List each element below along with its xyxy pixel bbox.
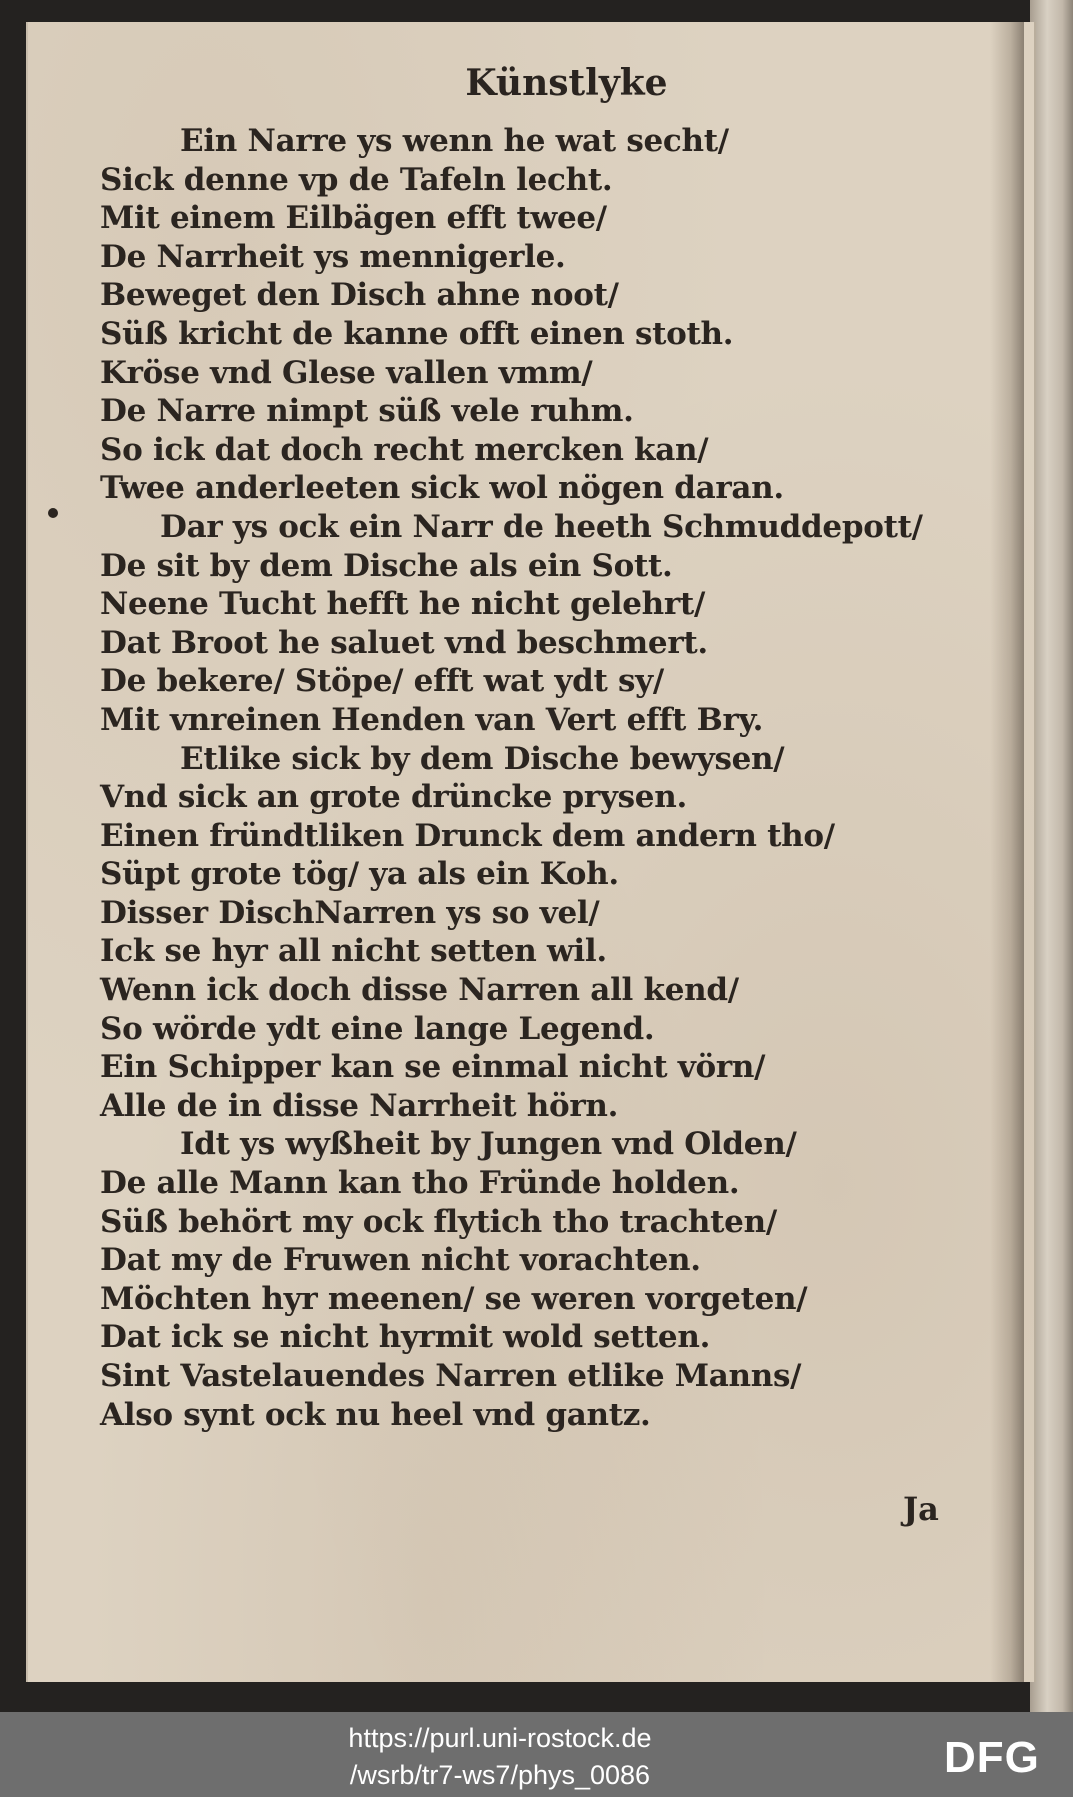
verse-line: Mit vnreinen Henden van Vert efft Bry.	[100, 701, 764, 738]
verse-line: Beweget den Disch ahne noot/	[100, 277, 619, 314]
verse-line: De alle Mann kan tho Fründe holden.	[100, 1165, 740, 1202]
verse-line: Mit einem Eilbägen efft twee/	[100, 200, 607, 237]
permalink-line-1: https://purl.uni-rostock.de	[348, 1723, 652, 1753]
verse-line: Süß kricht de kanne offt einen stoth.	[100, 315, 734, 352]
verse-line: Twee anderleeten sick wol nögen daran.	[100, 470, 784, 507]
verse-line: De sit by dem Dische als ein Sott.	[100, 547, 673, 584]
verse-line: Sint Vastelauendes Narren etlike Manns/	[100, 1358, 802, 1394]
verse-line: Ein Narre ys wenn he wat secht/	[180, 123, 729, 159]
permalink-line-2: /wsrb/tr7-ws7/phys_0086	[349, 1760, 651, 1790]
verse-line: Dat ick se nicht hyrmit wold setten.	[100, 1319, 711, 1356]
verse-line: Etlike sick by dem Dische bewysen/	[180, 740, 785, 777]
verse-line: Neene Tucht hefft he nicht gelehrt/	[100, 586, 705, 623]
verse-line: Einen fründtliken Drunck dem andern tho/	[100, 817, 835, 854]
verse-line: Wenn ick doch disse Narren all kend/	[100, 972, 739, 1009]
verse-line: Ick se hyr all nicht setten wil.	[100, 933, 607, 970]
dfg-logo: DFG	[944, 1733, 1040, 1782]
verse-line: Dar ys ock ein Narr de heeth Schmuddepott/	[160, 508, 923, 545]
verse-line: Süß behört my ock flytich tho trachten/	[100, 1203, 777, 1240]
verse-line: Idt ys wyßheit by Jungen vnd Olden/	[180, 1126, 797, 1163]
verse-line: Also synt ock nu heel vnd gantz.	[100, 1396, 651, 1433]
verse-line: Möchten hyr meenen/ se weren vorgeten/	[100, 1280, 808, 1317]
catchword: Ja	[903, 1490, 939, 1528]
verse-line: So ick dat doch recht mercken kan/	[100, 431, 709, 468]
verse-line: Dat Broot he saluet vnd beschmert.	[100, 624, 708, 661]
verse-line: De Narrheit ys mennigerle.	[100, 238, 566, 275]
verse-line: Dat my de Fruwen nicht vorachten.	[100, 1242, 701, 1279]
verse-line: Süpt grote tög/ ya als ein Koh.	[100, 856, 619, 893]
permalink[interactable]	[300, 1720, 700, 1794]
margin-mark-icon	[48, 508, 58, 518]
verse-line: So wörde ydt eine lange Legend.	[100, 1010, 655, 1047]
verse-line: Ein Schipper kan se einmal nicht vörn/	[100, 1049, 766, 1086]
verse-line: De bekere/ Stöpe/ efft wat ydt sy/	[100, 663, 664, 700]
verse-line: Disser DischNarren ys so vel/	[100, 894, 600, 931]
verse-text	[100, 122, 1000, 1434]
verse-line: Vnd sick an grote drüncke prysen.	[100, 779, 687, 816]
page-edge	[1030, 0, 1073, 1712]
verse-line: Kröse vnd Glese vallen vmm/	[100, 354, 593, 391]
verse-line: Alle de in disse Narrheit hörn.	[100, 1087, 619, 1124]
verse-line: Sick denne vp de Tafeln lecht.	[100, 161, 613, 198]
verse-line: De Narre nimpt süß vele ruhm.	[100, 393, 634, 430]
running-header: Künstlyke	[465, 62, 668, 104]
